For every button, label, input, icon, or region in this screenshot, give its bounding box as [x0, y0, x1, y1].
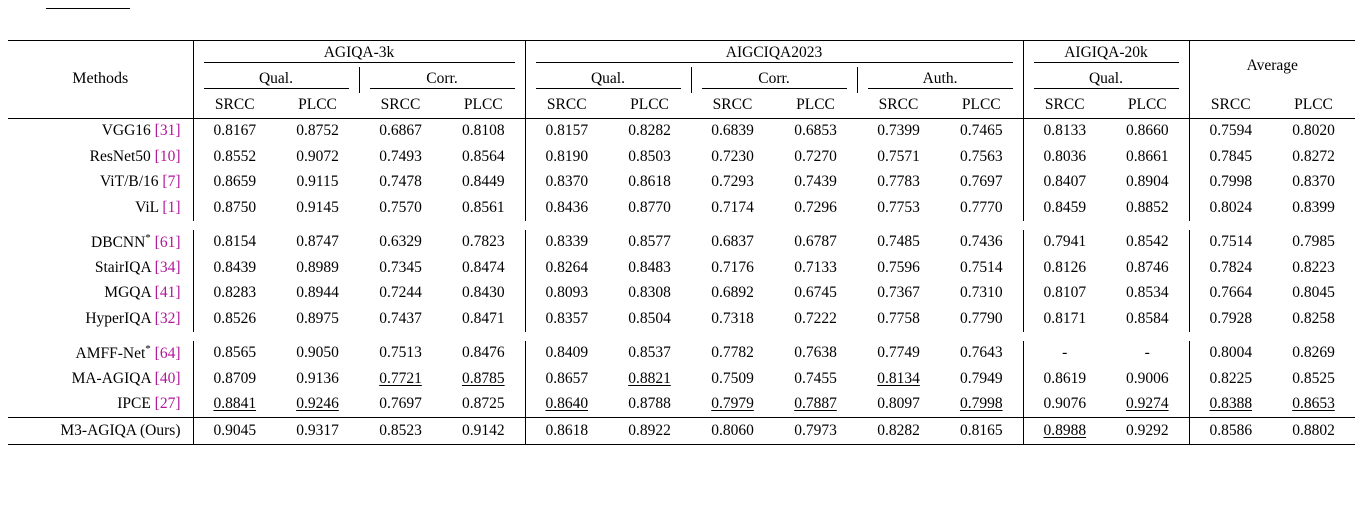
row-value: 0.7998 [959, 395, 1003, 413]
table-subgroup-header-row [8, 67, 1355, 93]
row-value: 0.8157 [525, 119, 608, 145]
row-value: 0.8542 [1125, 233, 1169, 251]
row-value: 0.8357 [525, 306, 608, 332]
results-table [8, 40, 1355, 445]
row-value: 0.7570 [379, 198, 422, 216]
row-value: 0.8770 [628, 198, 671, 216]
table-row [8, 306, 1355, 332]
row-value: 0.8750 [193, 195, 276, 221]
header-group-3: Average [1189, 41, 1355, 93]
row-value: 0.7790 [959, 309, 1003, 327]
row-value: 0.8024 [1189, 195, 1272, 221]
row-value: 0.8525 [1292, 369, 1335, 387]
row-value: 0.8564 [461, 147, 505, 165]
row-value: 0.8449 [461, 173, 505, 191]
row-value: - [1023, 341, 1106, 367]
row-value: 0.6892 [711, 284, 754, 302]
header-subgroup-5: Qual. [1023, 67, 1189, 93]
table-row [8, 170, 1355, 196]
row-value: 0.7979 [711, 395, 754, 413]
header-metric-11: PLCC [1127, 96, 1167, 114]
header-metric-0: SRCC [193, 93, 276, 118]
table-row [8, 341, 1355, 367]
row-value: 0.9142 [461, 421, 505, 439]
row-value: 0.7310 [959, 284, 1003, 302]
page-top-remnant [0, 0, 1363, 22]
row-value: 0.8370 [1292, 173, 1335, 191]
header-subgroup-2: Qual. [525, 67, 691, 93]
row-method-name: VGG16 [31] [101, 122, 181, 140]
row-value: 0.7244 [379, 284, 422, 302]
row-value: 0.9145 [296, 198, 339, 216]
row-value: 0.8126 [1023, 255, 1106, 281]
row-value: 0.7439 [794, 173, 837, 191]
table-row [8, 255, 1355, 281]
row-value: 0.8154 [193, 230, 276, 256]
row-value: 0.7887 [794, 395, 837, 413]
header-metric-1: PLCC [298, 96, 337, 114]
row-value: 0.7367 [877, 284, 920, 302]
row-value: 0.8944 [296, 284, 339, 302]
row-value: 0.7399 [877, 122, 920, 140]
row-value: 0.8134 [877, 369, 920, 387]
header-metric-2: SRCC [380, 96, 421, 114]
row-value: 0.8659 [193, 170, 276, 196]
row-value: 0.7753 [877, 198, 920, 216]
row-value: 0.8752 [296, 122, 339, 140]
row-value: 0.8852 [1125, 198, 1169, 216]
row-value: 0.8282 [877, 421, 920, 439]
table-group-header-row [8, 41, 1355, 67]
row-value: 0.7949 [959, 369, 1003, 387]
table-row [8, 144, 1355, 170]
row-value: 0.6837 [711, 233, 754, 251]
row-value: 0.7318 [711, 309, 754, 327]
row-value: 0.6839 [711, 122, 754, 140]
row-value: 0.8841 [193, 392, 276, 418]
row-value: 0.7594 [1189, 119, 1272, 145]
row-value: 0.8459 [1023, 195, 1106, 221]
row-value: 0.8171 [1023, 306, 1106, 332]
row-value: 0.7230 [711, 147, 754, 165]
row-value: 0.8097 [877, 395, 920, 413]
row-value: 0.8264 [525, 255, 608, 281]
results-table-container [8, 40, 1355, 445]
row-value: 0.8060 [711, 421, 754, 439]
row-value: 0.7478 [379, 173, 422, 191]
row-method-name: HyperIQA [32] [85, 309, 181, 327]
row-value: 0.9274 [1125, 395, 1169, 413]
row-value: 0.7514 [959, 258, 1003, 276]
row-value: 0.8272 [1292, 147, 1335, 165]
row-value: 0.8165 [959, 421, 1003, 439]
row-value: 0.8922 [628, 421, 671, 439]
row-value: 0.8904 [1125, 173, 1169, 191]
row-value: 0.7758 [877, 309, 920, 327]
row-value: 0.8439 [193, 255, 276, 281]
block-gap [8, 332, 1355, 341]
header-metric-9: PLCC [961, 96, 1001, 114]
row-value: 0.8225 [1189, 366, 1272, 392]
row-value: 0.8660 [1125, 122, 1169, 140]
row-value: 0.8552 [193, 144, 276, 170]
row-value: 0.8093 [525, 281, 608, 307]
row-value: 0.9006 [1125, 369, 1169, 387]
row-value: 0.8282 [628, 122, 671, 140]
row-value: 0.7770 [959, 198, 1003, 216]
row-value: 0.7998 [1189, 170, 1272, 196]
row-value: 0.8503 [628, 147, 671, 165]
row-value: 0.8526 [193, 306, 276, 332]
row-value: 0.7749 [877, 344, 920, 362]
row-value: 0.7985 [1292, 233, 1335, 251]
table-row [8, 195, 1355, 221]
row-value: 0.7270 [794, 147, 837, 165]
row-method-name: StairIQA [34] [94, 258, 181, 276]
row-value: 0.8190 [525, 144, 608, 170]
row-method-name: DBCNN* [61] [91, 232, 181, 252]
row-value: 0.8709 [193, 366, 276, 392]
row-value: 0.8746 [1125, 258, 1169, 276]
row-value: 0.8474 [461, 258, 505, 276]
header-metric-4: SRCC [525, 93, 608, 118]
row-value: 0.6787 [794, 233, 837, 251]
header-subgroup-3: Corr. [691, 67, 857, 93]
row-value: 0.8036 [1023, 144, 1106, 170]
row-value: 0.8020 [1292, 122, 1335, 140]
table-metric-header-row [8, 93, 1355, 118]
table-row [8, 119, 1355, 145]
block-gap [8, 221, 1355, 230]
row-value: 0.8108 [461, 122, 505, 140]
header-metric-5: PLCC [630, 96, 669, 114]
row-value: 0.9292 [1125, 421, 1169, 439]
row-value: 0.7493 [379, 147, 422, 165]
table-row [8, 281, 1355, 307]
row-value: 0.7296 [794, 198, 837, 216]
row-value: 0.7513 [379, 344, 422, 362]
row-value: 0.7455 [794, 369, 837, 387]
table-row [8, 418, 1355, 444]
row-value: 0.8283 [193, 281, 276, 307]
header-metric-3: PLCC [463, 96, 503, 114]
header-metric-6: SRCC [712, 96, 753, 114]
row-value: 0.8802 [1292, 421, 1335, 439]
row-value: 0.8339 [525, 230, 608, 256]
row-value: 0.8584 [1125, 309, 1169, 327]
row-value: 0.9115 [296, 173, 339, 191]
row-method-name: AMFF-Net* [64] [75, 343, 181, 363]
row-value: 0.7823 [461, 233, 505, 251]
row-value: 0.9136 [296, 369, 339, 387]
header-metric-7: PLCC [796, 96, 835, 114]
row-value: 0.7973 [794, 421, 837, 439]
row-value: 0.8133 [1023, 119, 1106, 145]
row-value: 0.8586 [1189, 418, 1272, 444]
row-value: 0.7465 [959, 122, 1003, 140]
row-value: 0.8747 [296, 233, 339, 251]
row-value: 0.8661 [1125, 147, 1169, 165]
row-value: 0.7941 [1023, 230, 1106, 256]
row-value: 0.7596 [877, 258, 920, 276]
table-row [8, 230, 1355, 256]
row-value: 0.7437 [379, 309, 422, 327]
row-value: 0.8407 [1023, 170, 1106, 196]
row-value: 0.8725 [461, 395, 505, 413]
row-value: 0.8988 [1023, 418, 1106, 444]
row-value: 0.7845 [1189, 144, 1272, 170]
row-value: 0.8577 [628, 233, 671, 251]
row-value: 0.7514 [1189, 230, 1272, 256]
row-value: 0.8399 [1292, 198, 1335, 216]
row-value: 0.8430 [461, 284, 505, 302]
table-rule [8, 444, 1355, 445]
row-value: 0.7222 [794, 309, 837, 327]
header-subgroup-1: Corr. [359, 67, 525, 93]
row-value: 0.9246 [296, 395, 339, 413]
row-value: 0.7783 [877, 173, 920, 191]
row-value: 0.7133 [794, 258, 837, 276]
header-subgroup-4: Auth. [857, 67, 1023, 93]
row-value: - [1144, 344, 1150, 362]
row-method-name: IPCE [27] [117, 395, 181, 413]
header-metric-8: SRCC [878, 96, 919, 114]
row-value: 0.9317 [296, 421, 339, 439]
row-value: 0.8640 [525, 392, 608, 418]
row-value: 0.8388 [1189, 392, 1272, 418]
row-value: 0.7563 [959, 147, 1003, 165]
header-group-0: AGIQA-3k [193, 41, 525, 67]
row-value: 0.7782 [711, 344, 754, 362]
row-value: 0.8483 [628, 258, 671, 276]
row-value: 0.7824 [1189, 255, 1272, 281]
row-value: 0.8504 [628, 309, 671, 327]
row-value: 0.8534 [1125, 284, 1169, 302]
row-method-name: ViL [1] [135, 198, 181, 216]
row-method-name: ViT/B/16 [7] [100, 173, 181, 191]
row-value: 0.8653 [1292, 395, 1335, 413]
row-value: 0.8476 [461, 344, 505, 362]
row-value: 0.8223 [1292, 258, 1335, 276]
row-value: 0.7509 [711, 369, 754, 387]
row-value: 0.8269 [1292, 344, 1335, 362]
row-value: 0.7697 [379, 395, 422, 413]
row-value: 0.8523 [379, 421, 422, 439]
row-value: 0.7928 [1189, 306, 1272, 332]
header-metric-12: SRCC [1189, 93, 1272, 118]
row-value: 0.7293 [711, 173, 754, 191]
row-value: 0.8618 [525, 418, 608, 444]
row-value: 0.9072 [296, 147, 339, 165]
row-value: 0.6745 [794, 284, 837, 302]
row-value: 0.7664 [1189, 281, 1272, 307]
row-value: 0.7345 [379, 258, 422, 276]
row-value: 0.7436 [959, 233, 1003, 251]
row-value: 0.8471 [461, 309, 505, 327]
row-value: 0.8045 [1292, 284, 1335, 302]
row-value: 0.7721 [379, 369, 422, 387]
row-value: 0.8821 [628, 369, 671, 387]
row-value: 0.6329 [379, 233, 422, 251]
row-method-name: ResNet50 [10] [89, 147, 181, 165]
row-value: 0.8409 [525, 341, 608, 367]
row-value: 0.8436 [525, 195, 608, 221]
row-value: 0.8004 [1189, 341, 1272, 367]
row-value: 0.7638 [794, 344, 837, 362]
row-value: 0.8618 [628, 173, 671, 191]
row-value: 0.7697 [959, 173, 1003, 191]
row-value: 0.8370 [525, 170, 608, 196]
row-value: 0.7176 [711, 258, 754, 276]
header-metric-10: SRCC [1023, 93, 1106, 118]
row-method-name: M3-AGIQA (Ours) [60, 421, 181, 439]
row-value: 0.8308 [628, 284, 671, 302]
header-subgroup-0: Qual. [193, 67, 359, 93]
header-metric-13: PLCC [1294, 96, 1333, 114]
row-value: 0.9076 [1023, 392, 1106, 418]
row-value: 0.8975 [296, 309, 339, 327]
row-value: 0.8989 [296, 258, 339, 276]
row-value: 0.8107 [1023, 281, 1106, 307]
row-value: 0.7485 [877, 233, 920, 251]
row-method-name: MGQA [41] [104, 284, 181, 302]
header-group-1: AIGCIQA2023 [525, 41, 1023, 67]
row-value: 0.8565 [193, 341, 276, 367]
row-value: 0.8788 [628, 395, 671, 413]
row-value: 0.8785 [461, 369, 505, 387]
row-value: 0.8258 [1292, 309, 1335, 327]
row-value: 0.9050 [296, 344, 339, 362]
row-method-name: MA-AGIQA [40] [71, 369, 181, 387]
row-value: 0.8561 [461, 198, 505, 216]
row-value: 0.6867 [379, 122, 422, 140]
row-value: 0.8619 [1023, 366, 1106, 392]
header-methods: Methods [72, 69, 129, 87]
row-value: 0.6853 [794, 122, 837, 140]
table-row [8, 392, 1355, 418]
row-value: 0.7571 [877, 147, 920, 165]
row-value: 0.8537 [628, 344, 671, 362]
table-row [8, 366, 1355, 392]
row-value: 0.8167 [193, 119, 276, 145]
row-value: 0.7643 [959, 344, 1003, 362]
row-value: 0.8657 [525, 366, 608, 392]
row-value: 0.7174 [711, 198, 754, 216]
row-value: 0.9045 [193, 418, 276, 444]
header-group-2: AIGIQA-20k [1023, 41, 1189, 67]
remnant-rule [46, 8, 130, 9]
results-table-body [8, 41, 1355, 445]
